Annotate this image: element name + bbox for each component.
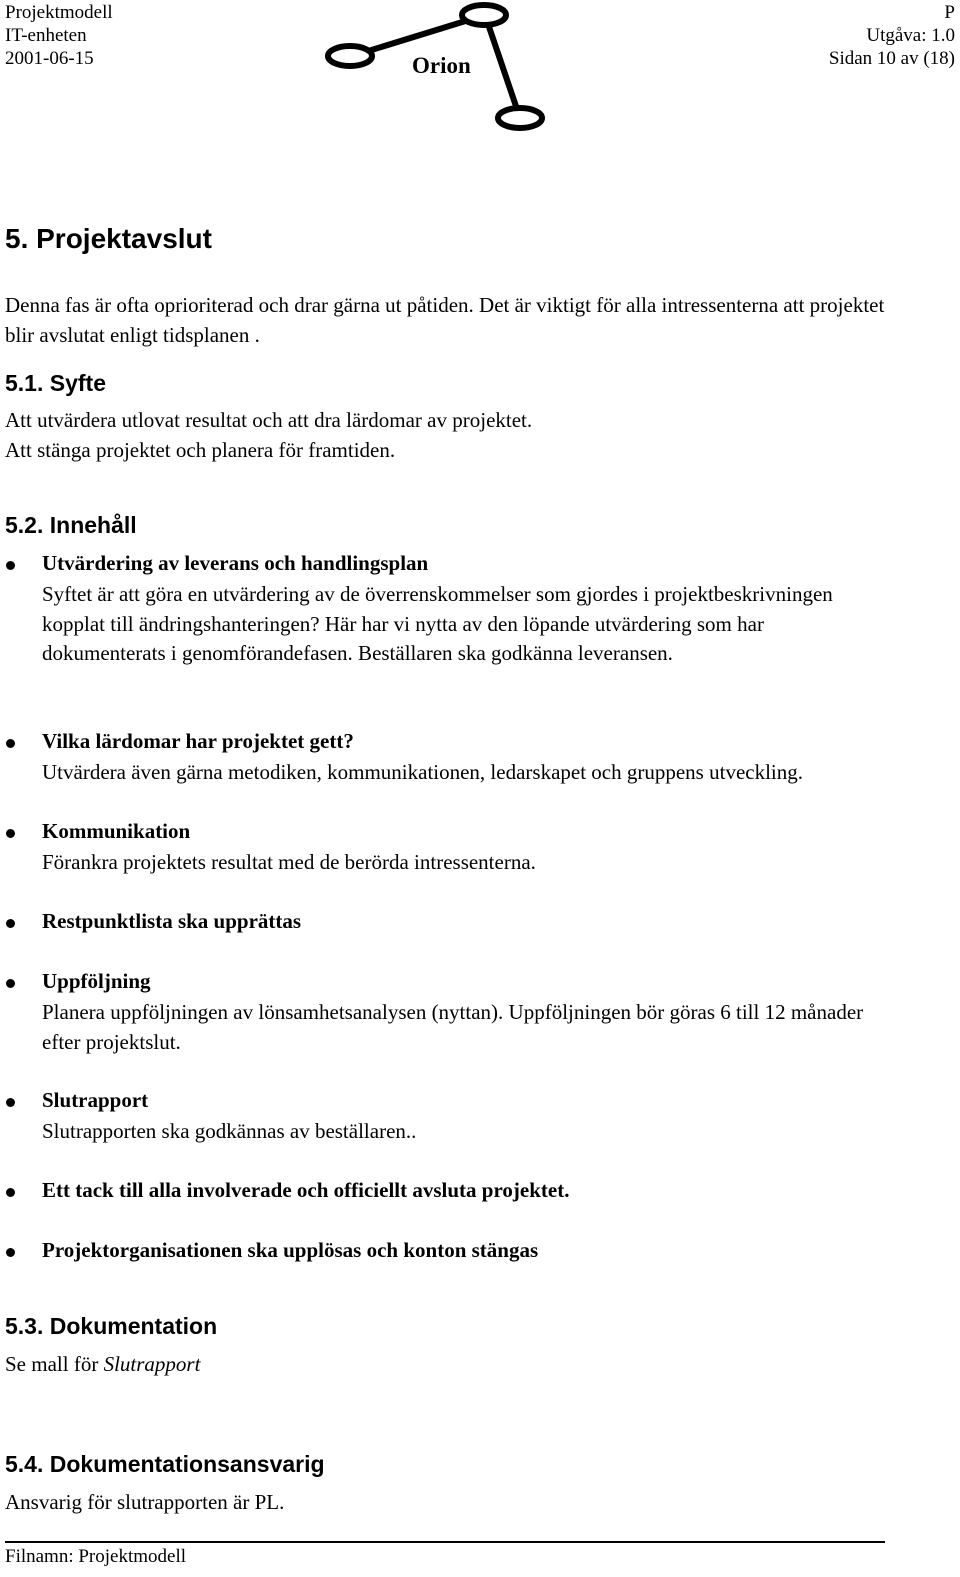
syfte-heading: 5.1. Syfte xyxy=(5,370,106,396)
bullet-icon xyxy=(6,1098,15,1107)
item-text-utvardering: Syftet är att göra en utvärdering av de överrenskommelser som gjordes i projektbeskrivningen kopplat till ändringshanteringen? Här har vi nytta av den löpande utvärdering som har dokumenterats i genomförandefasen. Beställaren ska godkänna leveransen. xyxy=(42,582,833,665)
bullet-icon xyxy=(6,561,15,570)
ansvarig-heading: 5.4. Dokumentationsansvarig xyxy=(5,1451,325,1477)
section-intro: Denna fas är ofta oprioriterad och drar gärna ut påtiden. Det är viktigt för alla intressenterna att projektet blir avslutat enligt tidsplanen . xyxy=(5,293,885,347)
item-title-tack: Ett tack till alla involverade och officiellt avsluta projektet. xyxy=(42,1178,570,1202)
item-text-slutrapport: Slutrapporten ska godkännas av beställaren.. xyxy=(42,1119,417,1143)
item-title-utvardering: Utvärdering av leverans och handlingsplan xyxy=(42,551,429,575)
dokumentation-text xyxy=(5,1350,200,1380)
innehall-heading: 5.2. Innehåll xyxy=(5,512,137,538)
item-text-uppfoljning: Planera uppföljningen av lönsamhetsanalysen (nyttan). Uppföljningen bör göras 6 till 12 månader efter projektslut. xyxy=(42,1000,864,1054)
logo-text: Orion xyxy=(412,53,471,78)
bullet-icon xyxy=(6,1248,15,1257)
ansvarig-text: Ansvarig för slutrapporten är PL. xyxy=(5,1490,285,1514)
item-title-projektorganisation: Projektorganisationen ska upplösas och konton stängas xyxy=(42,1238,539,1262)
syfte-line-1: Att utvärdera utlovat resultat och att dra lärdomar av projektet. xyxy=(5,408,533,432)
slutrapport-template-link[interactable]: Slutrapport xyxy=(103,1352,201,1376)
section-title: 5. Projektavslut xyxy=(5,223,212,254)
item-text-kommunikation: Förankra projektets resultat med de berörda intressenterna. xyxy=(42,850,536,874)
footer-filename: Filnamn: Projektmodell xyxy=(5,1546,187,1567)
header-department: IT-enheten xyxy=(5,25,87,46)
item-title-uppfoljning: Uppföljning xyxy=(42,969,151,993)
orion-logo xyxy=(322,0,552,135)
item-text-lardomar: Utvärdera även gärna metodiken, kommunikationen, ledarskapet och gruppens utveckling. xyxy=(42,760,804,784)
header-doc-name: Projektmodell xyxy=(5,2,113,23)
bullet-icon xyxy=(6,739,15,748)
item-title-slutrapport: Slutrapport xyxy=(42,1088,149,1112)
item-title-kommunikation: Kommunikation xyxy=(42,819,191,843)
footer-rule xyxy=(5,1541,885,1543)
bullet-icon xyxy=(6,919,15,928)
header-code: P xyxy=(944,2,955,23)
header-edition: Utgåva: 1.0 xyxy=(866,25,955,46)
header-page-number: Sidan 10 av (18) xyxy=(828,48,955,69)
bullet-icon xyxy=(6,1188,15,1197)
item-title-lardomar: Vilka lärdomar har projektet gett? xyxy=(42,729,354,753)
bullet-icon xyxy=(6,829,15,838)
dokumentation-heading: 5.3. Dokumentation xyxy=(5,1313,218,1339)
header-date: 2001-06-15 xyxy=(5,48,94,69)
item-title-restpunktlista: Restpunktlista ska upprättas xyxy=(42,909,302,933)
dokumentation-prefix: Se mall för xyxy=(5,1352,104,1376)
syfte-line-2: Att stänga projektet och planera för framtiden. xyxy=(5,438,396,462)
bullet-icon xyxy=(6,979,15,988)
